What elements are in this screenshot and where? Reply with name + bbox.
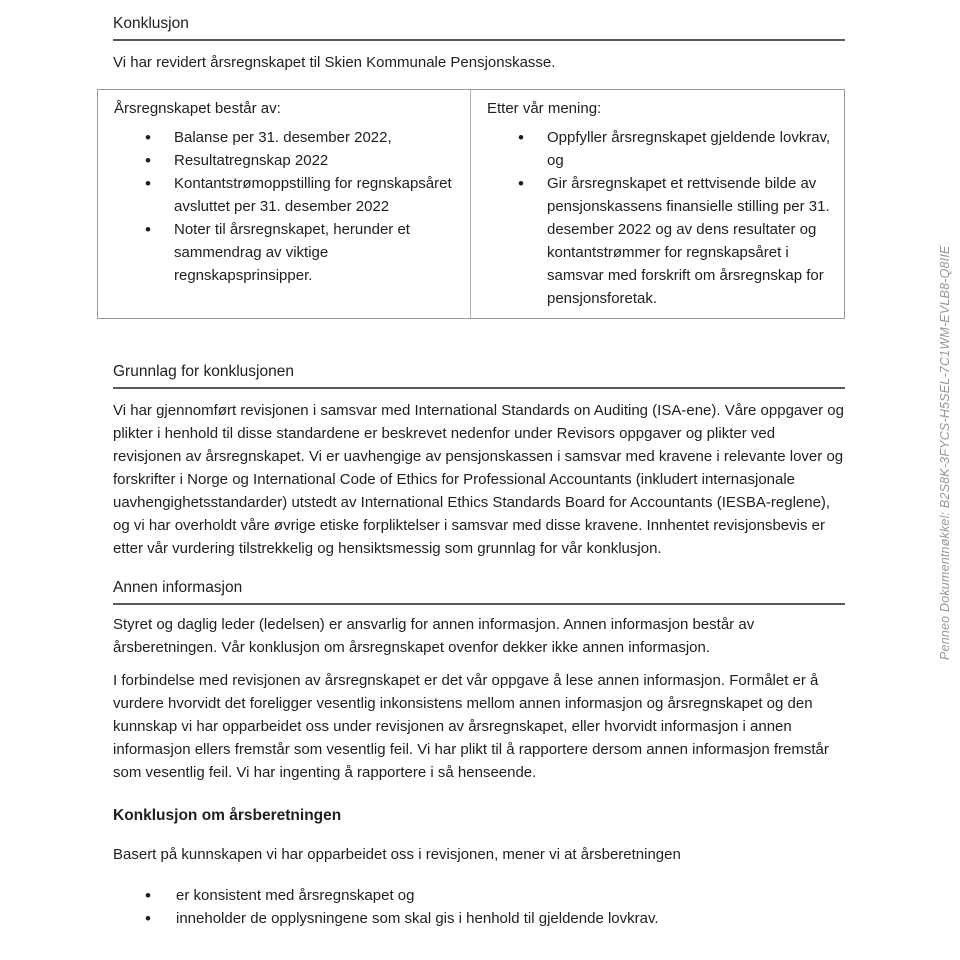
annual-report-conclusion-list <box>113 884 845 930</box>
list-item: • Kontantstrømoppstilling for regnskapsåret avsluttet per 31. desember 2022 <box>114 172 458 218</box>
other-information-paragraph-1: Styret og daglig leder (ledelsen) er ansvarlig for annen informasjon. Annen informasjon består av årsberetningen. Vår konklusjon om årsregnskapet ovenfor dekker ikke annen informasjon. <box>113 616 755 656</box>
list-item: • Gir årsregnskapet et rettvisende bilde av pensjonskassens finansielle stilling per 31. desember 2022 og av dens resultater og kontantstrømmer for regnskapsåret i samsvar med forskrift om årsregnskap for pensjonsforetak. <box>487 172 832 310</box>
annual-report-conclusion-intro: Basert på kunnskapen vi har opparbeidet oss i revisjonen, mener vi at årsberetningen <box>113 846 681 863</box>
list-item: • Noter til årsregnskapet, herunder et sammendrag av viktige regnskapsprinsipper. <box>114 218 458 287</box>
summary-box-left-cell <box>98 90 471 318</box>
section-heading-grunnlag-for-konklusjonen: Grunnlag for konklusjonen <box>113 360 845 389</box>
conclusion-intro-paragraph: Vi har revidert årsregnskapet til Skien Kommunale Pensjonskasse. <box>113 54 556 71</box>
penneo-document-key: Penneo Dokumentnøkkel: B2S8K-3FYCS-H5SEL-7C1WM-EVLB8-Q8IIE <box>938 245 952 660</box>
section-heading-konklusjon-om-arsberetningen: Konklusjon om årsberetningen <box>113 807 342 824</box>
list-item: • er konsistent med årsregnskapet og <box>113 884 845 907</box>
summary-right-list <box>487 126 832 310</box>
summary-left-list <box>114 126 458 287</box>
summary-box-right-cell <box>471 90 844 318</box>
list-item: • inneholder de opplysningene som skal gis i henhold til gjeldende lovkrav. <box>113 907 845 930</box>
other-information-paragraph-2: I forbindelse med revisjonen av årsregnskapet er det vår oppgave å lese annen informasjon. Formålet er å vurdere hvorvidt det foreligger vesentlig inkonsistens mellom annen informasjon og årsregnskapet og den kunnskap vi har opparbeidet oss under revisjonen av årsregnskapet, eller hvorvidt informasjon i annen informasjon ellers fremstår som vesentlig feil. Vi har plikt til å rapportere dersom annen informasjon fremstår som vesentlig feil. Vi har ingenting å rapportere i så henseende. <box>113 672 829 781</box>
section-heading-annen-informasjon: Annen informasjon <box>113 576 845 605</box>
summary-right-title: Etter vår mening: <box>487 100 602 117</box>
summary-box <box>97 89 845 319</box>
section-heading-konklusjon: Konklusjon <box>113 12 845 41</box>
document-content <box>113 0 845 930</box>
summary-left-title: Årsregnskapet består av: <box>114 100 281 117</box>
list-item: • Resultatregnskap 2022 <box>114 149 458 172</box>
list-item: • Oppfyller årsregnskapet gjeldende lovkrav, og <box>487 126 832 172</box>
list-item: • Balanse per 31. desember 2022, <box>114 126 458 149</box>
basis-paragraph: Vi har gjennomført revisjonen i samsvar med International Standards on Auditing (ISA-ene). Våre oppgaver og plikter i henhold til disse standardene er beskrevet nedenfor under Revisors oppgaver og plikter ved revisjonen av årsregnskapet. Vi er uavhengige av pensjonskassen i samsvar med kravene i relevante lover og forskrifter i Norge og International Code of Ethics for Professional Accountants (inkludert internasjonale uavhengighetsstandarder) utstedt av International Ethics Standards Board for Accountants (IESBA-reglene), og vi har overholdt våre øvrige etiske forpliktelser i samsvar med disse kravene. Innhentet revisjonsbevis er etter vår vurdering tilstrekkelig og hensiktsmessig som grunnlag for vår konklusjon. <box>113 402 844 557</box>
